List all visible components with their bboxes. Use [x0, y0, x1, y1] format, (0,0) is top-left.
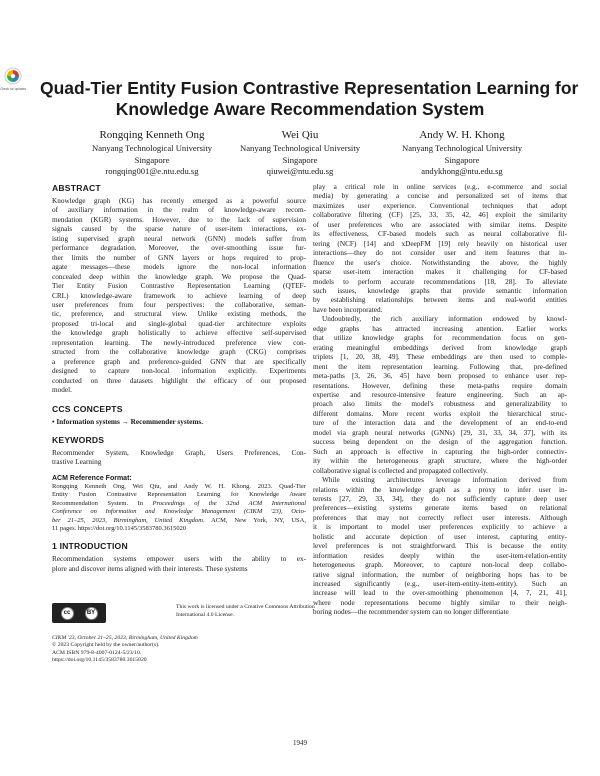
- text-line: performance degradation. Moreover, the over-smoothing issue fur-: [52, 244, 306, 253]
- keywords-text: [52, 449, 306, 468]
- text-line: erating meaningful embeddings derived from knowledge graph: [313, 343, 567, 352]
- copyright-footer: [52, 635, 306, 664]
- text-line: preferences that may not correctly reflect user interests. Although: [313, 513, 567, 522]
- text-line: sparse user-item interaction makes it challenging for CF-based: [313, 268, 567, 277]
- author-email[interactable]: andykhong@ntu.edu.sg: [421, 166, 503, 176]
- text-line: media) by generating a concise and personalized set of items that: [313, 192, 567, 201]
- text-line: concealed deep within the knowledge graph. We propose the Quad-: [52, 272, 306, 281]
- text-line: where node representations become highly similar to their neigh-: [313, 598, 567, 607]
- left-column: [52, 183, 306, 574]
- cc-by-logo[interactable]: [52, 603, 106, 623]
- text-line: Rongqing Kenneth Ong, Wei Qiu, and Andy W. H. Khong. 2023. Quad-Tier: [52, 482, 306, 490]
- author-block: [372, 128, 552, 178]
- copyright-line: © 2023 Copyright held by the owner/author(s).: [52, 642, 160, 649]
- text-line: model via graph neural networks (GNNs) [29, 31, 33, 34, 37], with its: [313, 428, 567, 437]
- text-line: Undoubtedly, the rich auxiliary information endowed by knowl-: [322, 315, 567, 324]
- text-line: proposed tri-local and single-global quad-tier architecture exploits: [52, 319, 306, 328]
- conference-line: CIKM '23, October 21–25, 2023, Birmingham, United Kingdom: [52, 635, 198, 641]
- text-line: rative signal information, the number of neighboring hops has to be: [313, 570, 567, 579]
- by-icon: BY: [85, 607, 98, 620]
- text-line: maximizes user experience. Conventional techniques that adopt: [313, 201, 567, 210]
- abstract-heading: ABSTRACT: [52, 183, 101, 193]
- text-line: mendation (KGR) systems. However, due to the lack of supervision: [52, 215, 306, 224]
- text-line: it is important to model user preferences explicitly to achieve a: [313, 523, 567, 532]
- author-name: Andy W. H. Khong: [419, 129, 505, 141]
- abstract-text: [52, 197, 306, 396]
- text-line: CRL) knowledge-aware framework to achieve learning of deep: [52, 291, 306, 300]
- text-line: signals caused by the sparse nature of user-item interactions, ex-: [52, 225, 306, 234]
- svg-text:Check for updates: Check for updates: [0, 87, 26, 91]
- text-line: increased significantly (e.g., user-item-entity-item-entity). Such an: [313, 580, 567, 589]
- check-for-updates-badge[interactable]: [2, 66, 24, 94]
- text-line: by establishing relationships between items and real-world entities: [313, 296, 567, 305]
- text-line: terests [27, 29, 33, 34], they do not sufficiently capture deep user: [313, 494, 567, 503]
- keywords-heading: KEYWORDS: [52, 434, 105, 445]
- cc-icon: cc: [61, 607, 74, 620]
- text-line: conducted on three datasets highlight the efficacy of our proposed: [52, 376, 306, 385]
- text-line: Entity Fusion Contrastive Representation Learning for Knowledge Aware: [52, 491, 306, 499]
- right-column: [313, 183, 567, 618]
- text-line: Recommender System, Knowledge Graph, Users Preferences, Con-: [52, 448, 306, 457]
- title-line: Knowledge Aware Recommendation System: [115, 99, 485, 119]
- intro-paragraph-3: [313, 476, 567, 618]
- text-line: fluence the user's choice. Notwithstanding the above, the highly: [313, 258, 567, 267]
- author-email[interactable]: rongqing001@e.ntu.edu.sg: [105, 166, 199, 176]
- text-line: collaborative signal is collected and propagated collectively.: [313, 466, 488, 475]
- text-line: holistic and accurate depiction of user interest, capturing entity-: [313, 532, 567, 541]
- text-line: proach also limits the model's robustness and generalizability to: [313, 400, 567, 409]
- text-line: collaborative filtering (CF) [25, 33, 35, 42, 46] exploit the similarity: [313, 211, 567, 220]
- text-line: ture of the interaction data and the development of an end-to-end: [313, 419, 567, 428]
- text-line: increase will lead to the over-smoothing phenomenon [4, 7, 21, 41],: [313, 589, 567, 598]
- text-line: interactions—they do not consider user and item features that in-: [313, 249, 567, 258]
- text-line: Knowledge graph (KG) has recently emerged as a powerful source: [52, 197, 306, 205]
- text-line: success being dependent on the design of the aggregation function.: [313, 438, 567, 447]
- text-line: a preference graph and preference-guided GNN that are specifically: [52, 357, 306, 366]
- author-block: [210, 128, 390, 178]
- text-line: of user preferences who are associated with similar items. Despite: [313, 220, 567, 229]
- author-country: Singapore: [444, 154, 480, 165]
- text-line: agate messages—these models ignore the non-local information: [52, 263, 306, 272]
- text-line: representation learning. The newly-introduced preference view con-: [52, 338, 306, 347]
- title-line: Quad-Tier Entity Fusion Contrastive Representation Learning for: [40, 78, 579, 98]
- text-line: have been incorporated.: [313, 305, 383, 314]
- author-name: Wei Qiu: [281, 129, 319, 141]
- author-name: Rongqing Kenneth Ong: [99, 129, 205, 141]
- author-email[interactable]: qiuwei@ntu.edu.sg: [266, 166, 334, 176]
- text-line: expertise and resource-intensive feature engineering. Such an ap-: [313, 390, 567, 399]
- text-line: ther limits the number of GNN layers or hops required to prop-: [52, 253, 306, 262]
- text-line: tering (NCF) [14] and xDeepFM [19] rely heavily on historical user: [313, 239, 567, 248]
- text-line: designed to capture non-local information explicitly. Experiments: [52, 367, 306, 376]
- text-line: ber 21–25, 2023, Birmingham, United Kingdom. ACM, New York, NY, USA,: [52, 516, 306, 524]
- text-line: such issues, knowledge graphs that provide semantic information: [313, 286, 567, 295]
- doi-link[interactable]: https://doi.org/10.1145/3583780.3615020: [52, 656, 147, 663]
- text-line: information resides deeply within the user-item-relation-entity: [313, 551, 567, 560]
- paper-title: [40, 78, 579, 120]
- text-line: Tier Entity Fusion Contrastive Representation Learning (QTEF-: [52, 282, 306, 291]
- text-line: its effectiveness, CF-based models such as neural collaborative fil-: [313, 230, 567, 239]
- cc-license-block: [52, 603, 315, 629]
- text-line: level preferences is not straightforward. This is because the entity: [313, 542, 567, 551]
- author-country: Singapore: [134, 154, 170, 165]
- author-affiliation: Nanyang Technological University: [240, 143, 360, 153]
- text-line: trastive Learning: [52, 458, 102, 467]
- ccs-concepts-text: • Information systems → Recommender systems.: [52, 417, 204, 426]
- text-line: edge graphs has attracted increasing attention. Earlier works: [313, 324, 567, 333]
- text-line: relations within the knowledge graph as a proxy to infer user in-: [313, 485, 567, 494]
- text-line: resentations. However, defining these meta-paths require domain: [313, 381, 567, 390]
- text-line: of auxiliary information in the realm of knowledge-aware recom-: [52, 206, 306, 215]
- author-affiliation: Nanyang Technological University: [402, 143, 522, 153]
- text-line: model.: [52, 386, 72, 395]
- cc-license-text: This work is licensed under a Creative Commons Attribution International 4.0 License.: [176, 604, 315, 618]
- text-line: Recommendation System. In Proceedings of the 32nd ACM International: [52, 499, 307, 507]
- text-line: heterogeneous graph. Moreover, to capture non-local deep collabo-: [313, 561, 567, 570]
- acm-reference-text: [52, 483, 306, 533]
- text-line: ity within the heterogeneous graph structure, where the high-order: [313, 457, 567, 466]
- crossmark-icon: [2, 66, 24, 94]
- author-country: Singapore: [282, 154, 318, 165]
- text-line: Such an approach is effective in capturing the high-order connectiv-: [313, 447, 567, 456]
- ccs-concepts-heading: CCS CONCEPTS: [52, 403, 123, 414]
- text-line: user preferences from four perspectives: the collaborative, seman-: [52, 300, 306, 309]
- text-line: 11 pages. https://doi.org/10.1145/3583780.3615020: [52, 524, 187, 532]
- text-line: plore and discover items aligned with their interests. These systems: [52, 564, 248, 573]
- text-line: the knowledge graph holistically to achieve effective self-supervised: [52, 329, 306, 338]
- text-line: tic, preference, and structural view. Unlike existing methods, the: [52, 310, 306, 319]
- page-number: 1949: [293, 739, 307, 747]
- introduction-heading: 1 INTRODUCTION: [52, 541, 128, 552]
- text-line: structed from the collaborative knowledge graph (CKG) comprises: [52, 348, 306, 357]
- isbn-line: ACM ISBN 979-8-4007-0124-5/23/10.: [52, 649, 142, 656]
- text-line: While existing architectures leverage information derived from: [322, 476, 567, 485]
- intro-paragraph-1: [313, 183, 567, 315]
- text-line: ment the item representation learning. Following that, pre-defined: [313, 362, 567, 371]
- text-line: preferences—existing systems generate items based on relational: [313, 504, 567, 513]
- author-affiliation: Nanyang Technological University: [92, 143, 212, 153]
- introduction-text: [52, 555, 306, 574]
- text-line: triplets [1, 20, 38, 49]. These embeddings are then used to comple-: [313, 353, 567, 362]
- text-line: Recommendation systems empower users with the ability to ex-: [52, 555, 306, 564]
- text-line: models to perform accurate recommendations [18, 28]. To alleviate: [313, 277, 567, 286]
- text-line: boring nodes—the recommender system can no longer differentiate: [313, 608, 509, 617]
- intro-paragraph-2: [313, 315, 567, 476]
- text-line: that utilize knowledge graphs for recommendation focus on gen-: [313, 334, 567, 343]
- text-line: Conference on Information and Knowledge Management (CIKM '23), Octo-: [52, 508, 306, 516]
- text-line: meta-paths [3, 26, 36, 45] have been proposed to enhance user rep-: [313, 372, 567, 381]
- text-line: different domains. More recent works exploit the hierarchical struc-: [313, 409, 567, 418]
- acm-reference-heading: ACM Reference Format:: [52, 474, 132, 482]
- text-line: isting supervised graph neural network (GNN) models suffer from: [52, 234, 306, 243]
- text-line: play a critical role in online services (e.g., e-commerce and social: [313, 183, 567, 191]
